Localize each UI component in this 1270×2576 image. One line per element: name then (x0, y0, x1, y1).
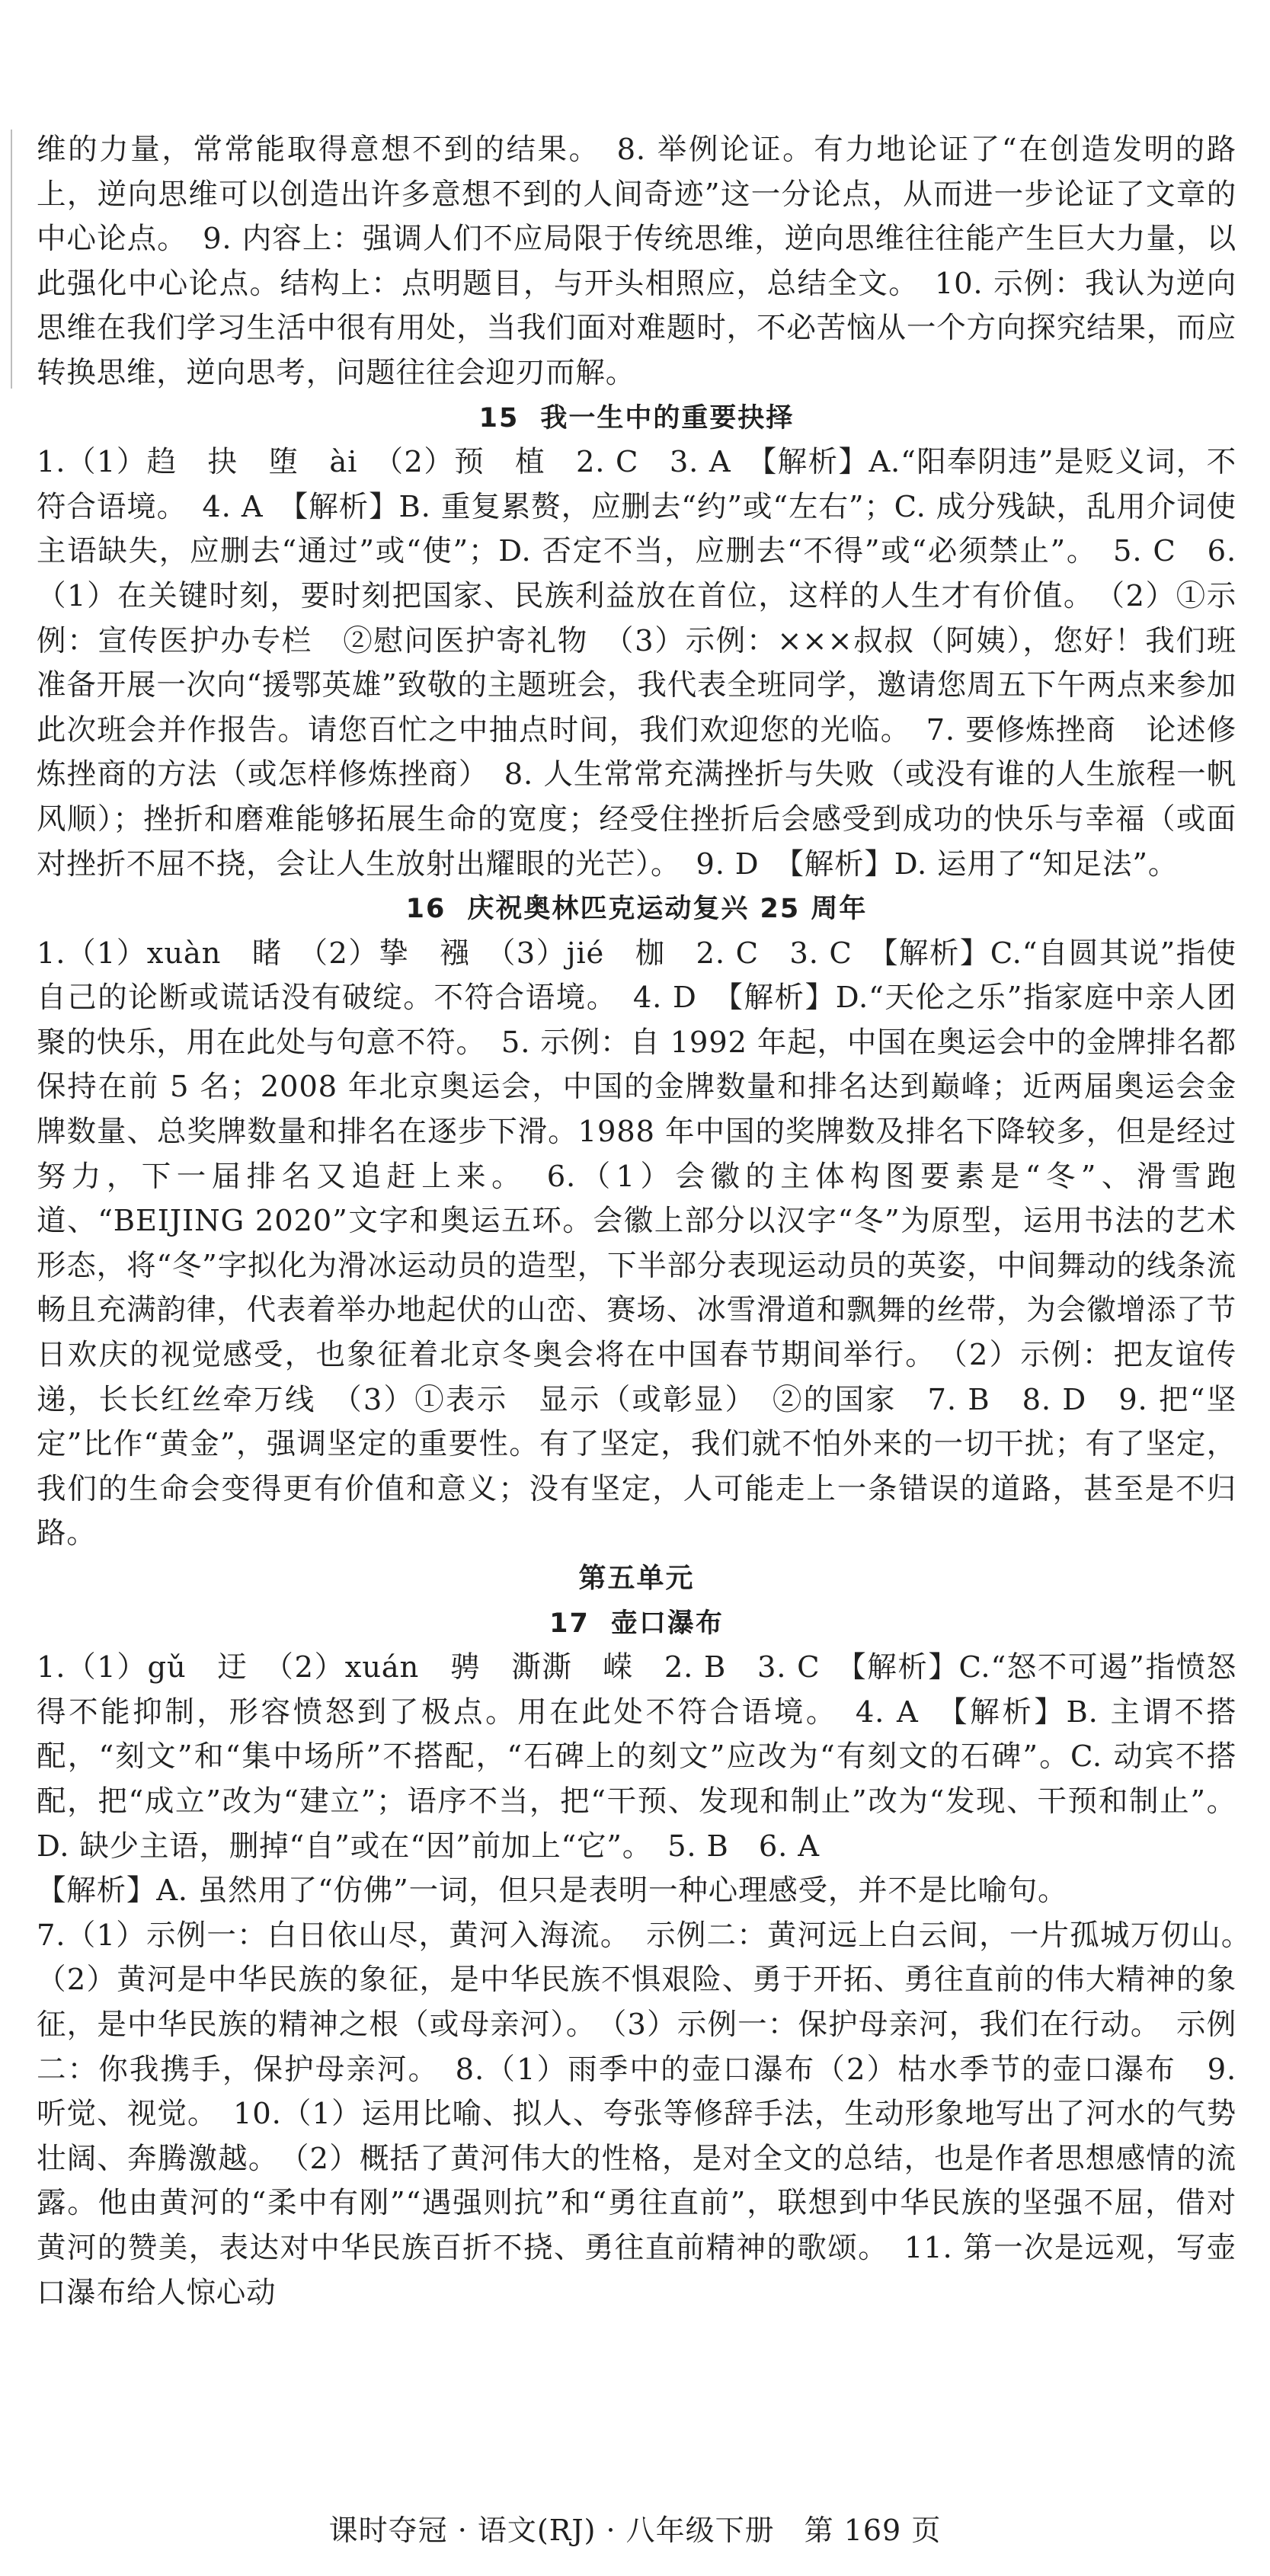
page-footer: 课时夺冠 · 语文(RJ) · 八年级下册 第 169 页 (328, 2514, 942, 2547)
paragraph-lesson-16-answers: 1.（1）xuàn 睹 （2）挚 襁 （3）jié 枷 2. C 3. C 【解析】C.“自圆其说”指使自己的论断或谎话没有破绽。不符合语境。 4. D 【解析】D.“天伦之乐”指家庭中亲人团聚的快乐，用在此处与句意不符。 5. 示例：自 1992 年起，中国在奥运会中的金牌排名都保持在前 5 名；2008 年北京奥运会，中国的金牌数量和排名达到巅峰；近两届奥运会金牌数量、总奖牌数量和排名在逐步下滑。1988 年中国的奖牌数及排名下降较多，但是经过努力，下一届排名又追赶上来。 6.（1）会徽的主体构图要素是“冬”、滑雪跑道、“BEIJING 2020”文字和奥运五环。会徽上部分以汉字“冬”为原型，运用书法的艺术形态，将“冬”字拟化为滑冰运动员的造型，下半部分表现运动员的英姿，中间舞动的线条流畅且充满韵律，代表着举办地起伏的山峦、赛场、冰雪滑道和飘舞的丝带，为会徽增添了节日欢庆的视觉感受，也象征着北京冬奥会将在中国春节期间举行。 （2）示例：把友谊传递，长长红丝牵万线 （3）①表示 显示（或彰显） ②的国家 7. B 8. D 9. 把“坚定”比作“黄金”，强调坚定的重要性。有了坚定，我们就不怕外来的一切干扰；有了坚定，我们的生命会变得更有价值和意义；没有坚定，人可能走上一条错误的道路，甚至是不归路。 (37, 936, 1236, 1551)
page-edge-line (11, 130, 12, 389)
lesson-heading-17 (37, 1602, 1236, 1646)
paragraph-lesson-17-reading: 7.（1）示例一：白日依山尽，黄河入海流。 示例二：黄河远上白云间，一片孤城万仞山。 （2）黄河是中华民族的象征，是中华民族不惧艰险、勇于开拓、勇往直前的伟大精神的象征，是中华民族的精神之根（或母亲河）。 （3）示例一：保护母亲河，我们在行动。 示例二：你我携手，保护母亲河。 8.（1）雨季中的壶口瀑布（2）枯水季节的壶口瀑布 9. 听觉、视觉。 10.（1）运用比喻、拟人、夸张等修辞手法，生动形象地写出了河水的气势壮阔、奔腾激越。 （2）概括了黄河伟大的性格，是对全文的总结，也是作者思想感情的流露。他由黄河的“柔中有刚”“遇强则抗”和“勇往直前”，联想到中华民族的坚强不屈，借对黄河的赞美，表达对中华民族百折不挠、勇往直前精神的歌颂。 11. 第一次是远观，写壶口瀑布给人惊心动 (37, 1918, 1267, 2310)
lesson-title: 我一生中的重要抉择 (540, 402, 795, 434)
lesson-number: 16 (405, 894, 446, 925)
unit-heading: 第五单元 (578, 1563, 695, 1594)
paragraph-reverse-thinking-answers: 维的力量，常常能取得意想不到的结果。 8. 举例论证。有力地论证了“在创造发明的路上，逆向思维可以创造出许多意想不到的人间奇迹”这一分论点，从而进一步论证了文章的中心论点。 9. 内容上：强调人们不应局限于传统思维，逆向思维往往能产生巨大力量，以此强化中心论点。结构上：点明题目，与开头相照应，总结全文。 10. 示例：我认为逆向思维在我们学习生活中很有用处，当我们面对难题时，不必苦恼从一个方向探究结果，而应转换思维，逆向思考，问题往往会迎刃而解。 (37, 133, 1236, 390)
lesson-number: 17 (549, 1608, 590, 1639)
page-content (37, 128, 1267, 2315)
lesson-number: 15 (478, 402, 520, 434)
lesson-title: 庆祝奥林匹克运动复兴 25 周年 (467, 894, 868, 925)
lesson-heading-15 (37, 396, 1236, 441)
paragraph-lesson-15-answers: 1.（1）趋 抉 堕 ài （2）预 植 2. C 3. A 【解析】A.“阳奉阴违”是贬义词，不符合语境。 4. A 【解析】B. 重复累赘，应删去“约”或“左右”；C. 成分残缺，乱用介词使主语缺失，应删去“通过”或“使”；D. 否定不当，应删去“不得”或“必须禁止”。 5. C 6.（1）在关键时刻，要时刻把国家、民族利益放在首位，这样的人生才有价值。 （2）①示例：宣传医护办专栏 ②慰问医护寄礼物 （3）示例：×××叔叔（阿姨），您好！我们班准备开展一次向“援鄂英雄”致敬的主题班会，我代表全班同学，邀请您周五下午两点来参加此次班会并作报告。请您百忙之中抽点时间，我们欢迎您的光临。 7. 要修炼挫商 论述修炼挫商的方法（或怎样修炼挫商） 8. 人生常常充满挫折与失败（或没有谁的人生旅程一帆风顺）；挫折和磨难能够拓展生命的宽度；经受住挫折后会感受到成功的快乐与幸福（或面对挫折不屈不挠，会让人生放射出耀眼的光芒）。 9. D 【解析】D. 运用了“知足法”。 (37, 445, 1236, 882)
lesson-title: 壶口瀑布 (610, 1608, 724, 1639)
paragraph-lesson-17-analysis: 【解析】A. 虽然用了“仿佛”一词，但只是表明一种心理感受，并不是比喻句。 (37, 1874, 1068, 1909)
lesson-heading-16 (37, 887, 1236, 932)
paragraph-lesson-17-answers: 1.（1）gǔ 迂 （2）xuán 骋 澌澌 嵘 2. B 3. C 【解析】C.“怒不可遏”指愤怒得不能抑制，形容愤怒到了极点。用在此处不符合语境。 4. A 【解析】B. 主谓不搭配，“刻文”和“集中场所”不搭配，“石碑上的刻文”应改为“有刻文的石碑”。C. 动宾不搭配，把“成立”改为“建立”；语序不当，把“干预、发现和制止”改为“发现、干预和制止”。D. 缺少主语，删掉“自”或在“因”前加上“它”。 5. B 6. A (37, 1650, 1236, 1864)
